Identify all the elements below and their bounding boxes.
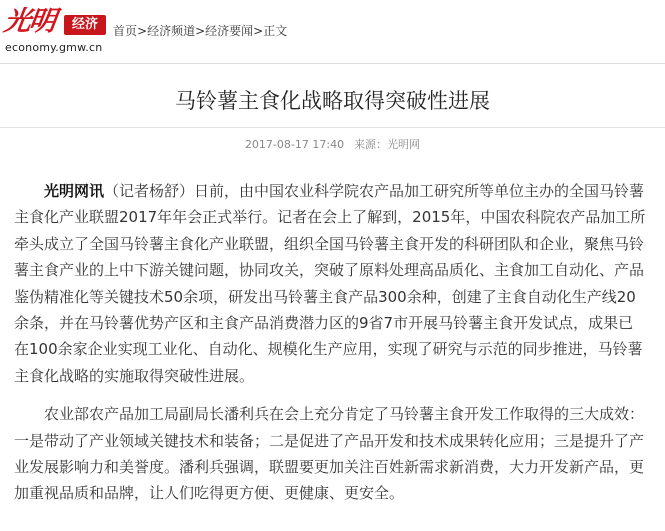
header-divider: [0, 63, 665, 64]
article-meta: [0, 137, 665, 153]
breadcrumb-separator: >: [137, 24, 148, 38]
breadcrumb-separator: >: [195, 24, 206, 38]
publish-date: 2017-08-17 17:40: [244, 138, 345, 151]
breadcrumb-home[interactable]: 首页: [113, 24, 138, 38]
article-body: [14, 178, 648, 519]
article-title: 马铃薯主食化战略取得突破性进展: [175, 89, 490, 113]
source-label: 来源：: [354, 138, 388, 151]
breadcrumb-current: 正文: [263, 24, 288, 38]
paragraph-1-text: （记者杨舒）日前，由中国农业科学院农产品加工研究所等单位主办的全国马铃薯主食化产业联盟2017年年会正式举行。记者在会上了解到，2015年，中国农科院农产品加工所牵头成立了全国马铃薯主食化产业联盟，组织全国马铃薯主食开发的科研团队和企业，聚焦马铃薯主食产业的上中下游关键问题，协同攻关，突破了原料处理高品质化、主食加工自动化、产品鉴伪精准化等关键技术50余项，研发出马铃薯主食产品300余种，创建了主食自动化生产线20余条，并在马铃薯优势产区和主食产品消费潜力区的9省7市开展马铃薯主食开发试点，成果已在100余家企业实现工业化、自动化、规模化生产应用，实现了研究与示范的同步推进，马铃薯主食化战略的实施取得突破性进展。: [14, 182, 646, 385]
site-header: [0, 0, 665, 64]
breadcrumb-economy-channel[interactable]: 经济频道: [147, 24, 196, 38]
logo-domain: economy.gmw.cn: [5, 41, 103, 54]
breadcrumb-economy-news[interactable]: 经济要闻: [205, 24, 254, 38]
logo-section-badge: 经济: [64, 15, 106, 35]
site-logo[interactable]: [1, 6, 110, 58]
lead-dateline: 光明网讯: [44, 182, 105, 200]
breadcrumb: [113, 23, 287, 39]
logo-brush-text: 光明: [1, 6, 57, 37]
title-divider: [0, 127, 665, 128]
breadcrumb-separator: >: [253, 24, 264, 38]
paragraph-2: 农业部农产品加工局副局长潘利兵在会上充分肯定了马铃薯主食开发工作取得的三大成效：一是带动了产业领域关键技术和装备；二是促进了产品开发和技术成果转化应用；三是提升了产业发展影响力和美誉度。潘利兵强调，联盟要更加关注百姓新需求新消费，大力开发新产品，更加重视品质和品牌，让人们吃得更方便、更健康、更安全。: [14, 405, 645, 503]
paragraph-1: [14, 178, 648, 389]
source-name[interactable]: 光明网: [387, 138, 421, 151]
